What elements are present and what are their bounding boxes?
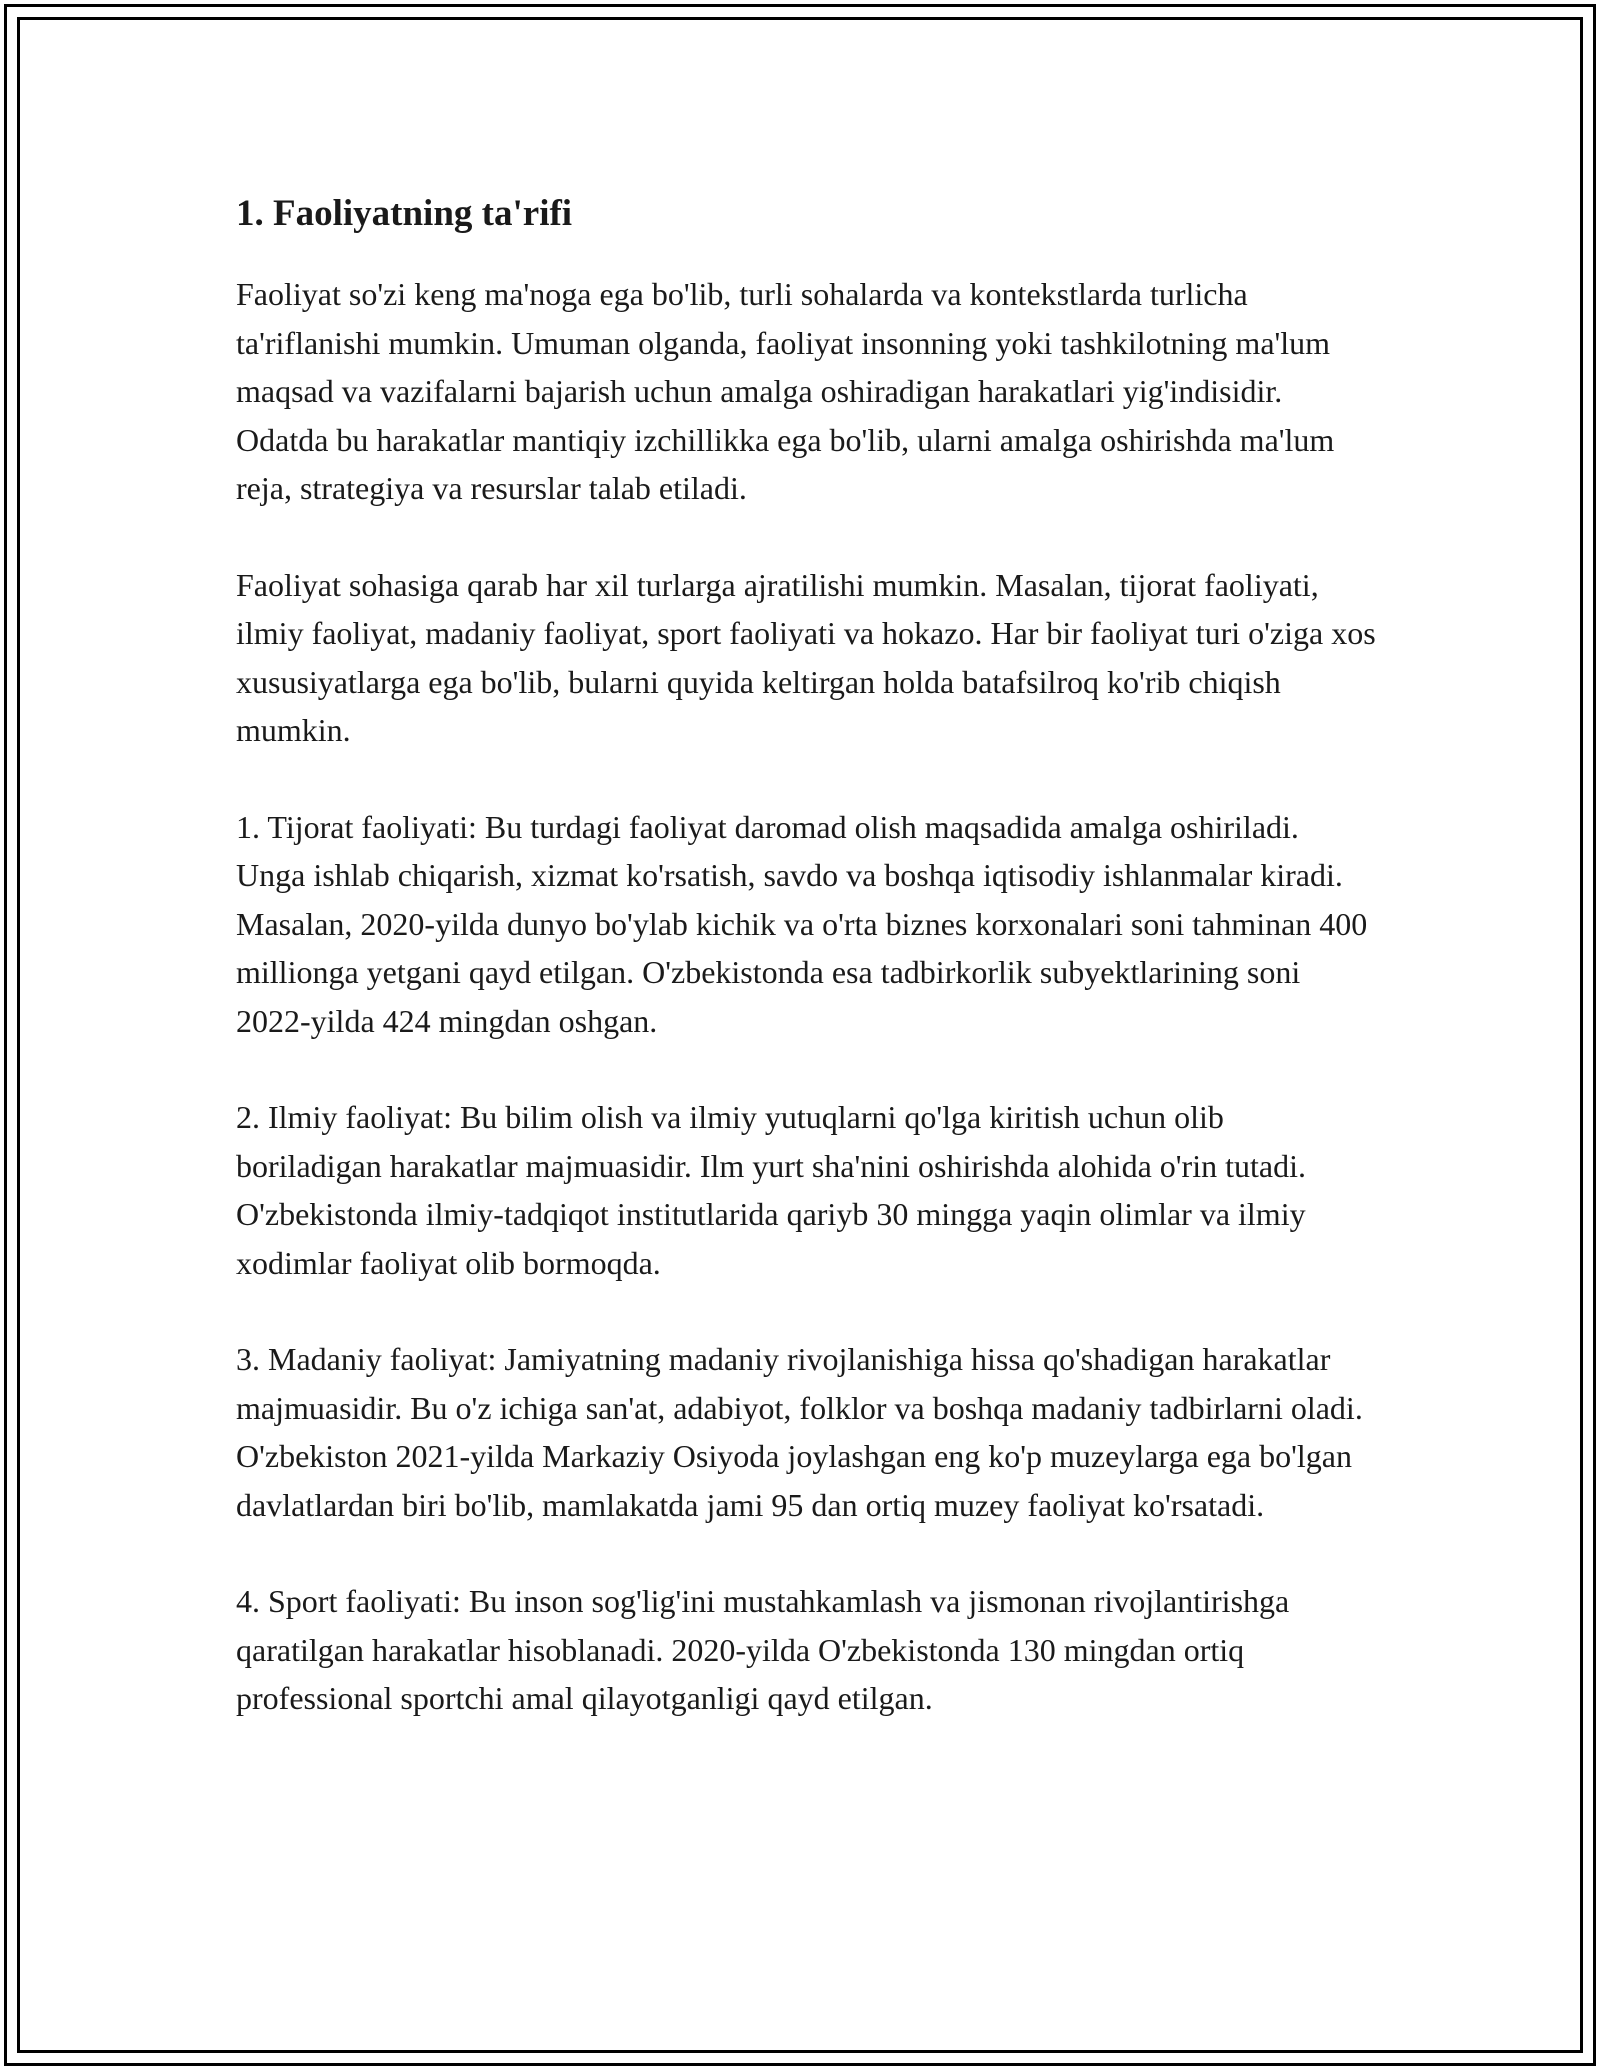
paragraph-sport-activity: 4. Sport faoliyati: Bu inson sog'lig'ini mustahkamlash va jismonan rivojlantirishga qaratilgan harakatlar hisoblanadi. 2020-yilda O'zbekistonda 130 mingdan ortiq professional sportchi amal qilayotganligi qayd etilgan.: [236, 1583, 1290, 1716]
paragraph-commercial-activity: 1. Tijorat faoliyati: Bu turdagi faoliyat daromad olish maqsadida amalga oshiriladi. Unga ishlab chiqarish, xizmat ko'rsatish, savdo va boshqa iqtisodiy ishlanmalar kiradi. Masalan, 2020-yilda dunyo bo'ylab kichik va o'rta biznes korxonalari soni tahminan 400 millionga yetgani qayd etilgan. O'zbekistonda esa tadbirkorlik subyektlarining soni 2022-yilda 424 mingdan oshgan.: [236, 808, 1368, 1039]
paragraph-definition: Faoliyat so'zi keng ma'noga ega bo'lib, turli sohalarda va kontekstlarda turlicha ta'riflanishi mumkin. Umuman olganda, faoliyat insonning yoki tashkilotning ma'lum maqsad va vazifalarni bajarish uchun amalga oshiradigan harakatlari yig'indisidir. Odatda bu harakatlar mantiqiy izchillikka ega bo'lib, ularni amalga oshirishda ma'lum reja, strategiya va resurslar talab etiladi.: [236, 276, 1335, 506]
section-heading: 1. Faoliyatning ta'rifi: [236, 193, 573, 234]
paragraph-cultural-activity: 3. Madaniy faoliyat: Jamiyatning madaniy rivojlanishiga hissa qo'shadigan harakatlar majmuasidir. Bu o'z ichiga san'at, adabiyot, folklor va boshqa madaniy tadbirlarni oladi. O'zbekiston 2021-yilda Markaziy Osiyoda joylashgan eng ko'p muzeylarga ega bo'lgan davlatlardan biri bo'lib, mamlakatda jami 95 dan ortiq muzey faoliyat ko'rsatadi.: [236, 1341, 1363, 1523]
paragraph-types-overview: Faoliyat sohasiga qarab har xil turlarga ajratilishi mumkin. Masalan, tijorat faoliyati, ilmiy faoliyat, madaniy faoliyat, sport faoliyati va hokazo. Har bir faoliyat turi o'ziga xos xususiyatlarga ega bo'lib, bularni quyida keltirgan holda batafsilroq ko'rib chiqish mumkin.: [236, 566, 1376, 748]
paragraph-scientific-activity: 2. Ilmiy faoliyat: Bu bilim olish va ilmiy yutuqlarni qo'lga kiritish uchun olib boriladigan harakatlar majmuasidir. Ilm yurt sha'nini oshirishda alohida o'rin tutadi. O'zbekistonda ilmiy-tadqiqot institutlarida qariyb 30 mingga yaqin olimlar va ilmiy xodimlar faoliyat olib bormoqda.: [236, 1099, 1306, 1281]
document-body: [236, 186, 1376, 1723]
